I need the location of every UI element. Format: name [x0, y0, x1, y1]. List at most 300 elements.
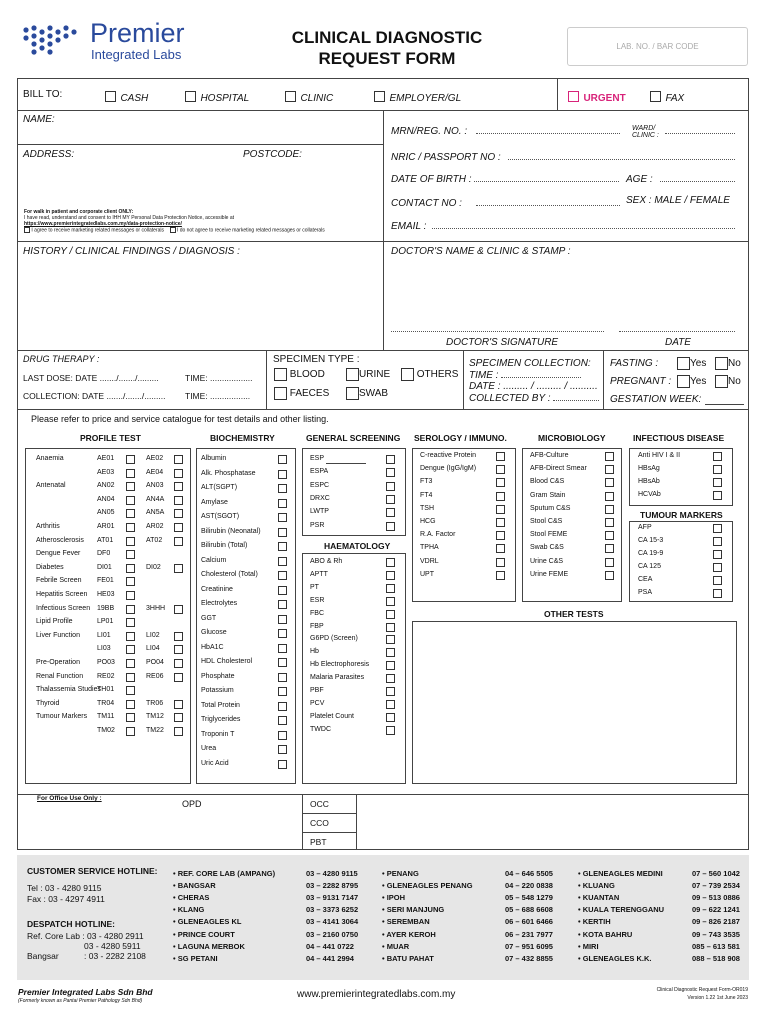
nric-label: NRIC / PASSPORT NO : — [391, 152, 501, 163]
sero-item: HCG — [420, 518, 436, 525]
profile-checkbox[interactable] — [126, 577, 135, 586]
profile-checkbox[interactable] — [174, 605, 183, 614]
branch-name: • KUANTAN — [578, 893, 620, 903]
profile-checkbox[interactable] — [174, 455, 183, 464]
infect-checkbox[interactable] — [713, 478, 722, 487]
sero-checkbox[interactable] — [496, 544, 505, 553]
branch-phone: 04 – 220 0838 — [505, 881, 553, 891]
profile-item: Thalassemia Studies — [36, 686, 101, 694]
profile-code: LI01 — [97, 631, 111, 639]
profile-code: 19BB — [97, 604, 115, 612]
profile-code: AT02 — [146, 536, 163, 544]
micro-checkbox[interactable] — [605, 558, 614, 567]
branch-phone: 04 – 441 2994 — [306, 953, 354, 963]
branch-phone: 03 – 2282 8795 — [306, 881, 359, 891]
profile-item: Thyroid — [36, 699, 60, 707]
infect-checkbox[interactable] — [713, 491, 722, 500]
profile-item: Arthritis — [36, 523, 60, 530]
profile-code: TM12 — [146, 713, 164, 721]
bill-cash[interactable]: CASH — [105, 88, 148, 106]
postcode-label: POSTCODE: — [243, 149, 302, 160]
general-checkbox[interactable] — [386, 455, 395, 464]
bio-header: BIOCHEMISTRY — [210, 433, 275, 443]
specimen-faeces[interactable]: FAECES — [274, 387, 329, 400]
bio-checkbox[interactable] — [278, 702, 287, 711]
profile-header: PROFILE TEST — [80, 433, 141, 443]
micro-item: Stool FEME — [530, 531, 568, 539]
sero-checkbox[interactable] — [496, 558, 505, 567]
general-checkbox[interactable] — [386, 508, 395, 517]
bio-item: Amylase — [201, 498, 228, 506]
infect-item: HBsAb — [638, 477, 660, 485]
bio-item: Creatinine — [201, 585, 233, 593]
profile-checkbox[interactable] — [126, 632, 135, 641]
profile-checkbox[interactable] — [126, 645, 135, 654]
profile-checkbox[interactable] — [126, 550, 135, 559]
general-header: GENERAL SCREENING — [306, 433, 401, 443]
branch-name: • KUALA TERENGGANU — [578, 905, 665, 915]
sero-checkbox[interactable] — [496, 505, 505, 514]
profile-checkbox[interactable] — [126, 673, 135, 682]
micro-item: Blood C&S — [530, 478, 565, 486]
logo-sub: Integrated Labs — [91, 47, 182, 62]
profile-code: AE01 — [97, 455, 115, 462]
haem-item: Malaria Parasites — [310, 674, 365, 682]
profile-checkbox[interactable] — [126, 605, 135, 614]
profile-code: LP01 — [97, 618, 114, 626]
tumour-item: CEA — [638, 576, 653, 583]
branch-phone: 07 – 739 2534 — [692, 881, 740, 891]
last-dose: LAST DOSE: DATE ......./......./......... — [23, 373, 159, 383]
haem-item: PT — [310, 583, 319, 591]
mrn-label: MRN/REG. NO. : — [391, 126, 468, 137]
profile-checkbox[interactable] — [126, 537, 135, 546]
profile-code: AR02 — [146, 523, 164, 530]
branch-phone: 085 – 613 581 — [692, 941, 740, 951]
bio-item: Total Protein — [201, 701, 240, 709]
profile-checkbox[interactable] — [126, 509, 135, 518]
profile-checkbox[interactable] — [126, 496, 135, 505]
date-label: DATE — [665, 337, 691, 348]
sero-checkbox[interactable] — [496, 492, 505, 501]
micro-item: Urine C&S — [530, 557, 564, 565]
branch-phone: 09 – 743 3535 — [692, 929, 740, 939]
barcode-box[interactable] — [567, 27, 748, 66]
micro-checkbox[interactable] — [605, 518, 614, 527]
despatch-ref: Ref. Core Lab : 03 - 4280 2911 — [27, 931, 144, 941]
tumour-checkbox[interactable] — [713, 576, 722, 585]
profile-item: Atherosclerosis — [36, 536, 84, 544]
haem-checkbox[interactable] — [386, 610, 395, 619]
general-item: ESPA — [310, 468, 329, 476]
tumour-checkbox[interactable] — [713, 537, 722, 546]
micro-checkbox[interactable] — [605, 531, 614, 540]
tumour-item: CA 19-9 — [638, 550, 664, 557]
branch-name: • SEREMBAN — [382, 917, 430, 927]
bio-checkbox[interactable] — [278, 615, 287, 624]
haem-item: TWDC — [310, 725, 331, 733]
profile-code: DI01 — [97, 563, 112, 571]
hotline-title: CUSTOMER SERVICE HOTLINE: — [27, 866, 158, 876]
bio-item: HbA1C — [201, 643, 224, 651]
haem-checkbox[interactable] — [386, 713, 395, 722]
tumour-checkbox[interactable] — [713, 589, 722, 598]
infect-header: INFECTIOUS DISEASE — [633, 433, 725, 443]
specimen-others[interactable]: OTHERS — [401, 368, 458, 381]
sero-item: UPT — [420, 570, 434, 578]
branch-name: • CHERAS — [173, 893, 210, 903]
branch-phone: 03 – 2160 0750 — [306, 929, 359, 939]
pbt-label: PBT — [310, 837, 327, 847]
branch-phone: 07 – 432 8855 — [505, 953, 553, 963]
branch-name: • REF. CORE LAB (AMPANG) — [173, 869, 276, 878]
bio-checkbox[interactable] — [278, 658, 287, 667]
branch-name: • LAGUNA MERBOK — [173, 941, 245, 951]
logo — [22, 18, 222, 66]
bill-to-label: BILL TO: — [23, 89, 63, 100]
bio-checkbox[interactable] — [278, 760, 287, 769]
micro-item: Sputum C&S — [530, 504, 571, 512]
profile-code: FE01 — [97, 577, 114, 585]
bio-checkbox[interactable] — [278, 731, 287, 740]
profile-code: AE02 — [146, 455, 164, 462]
profile-checkbox[interactable] — [174, 659, 183, 668]
profile-checkbox[interactable] — [126, 455, 135, 464]
profile-code: HE03 — [97, 591, 115, 598]
other-tests-box[interactable] — [412, 621, 737, 784]
profile-checkbox[interactable] — [126, 523, 135, 532]
branch-phone: 05 – 548 1279 — [505, 893, 553, 903]
sero-item: TSH — [420, 504, 434, 512]
tumour-checkbox[interactable] — [713, 550, 722, 559]
profile-code: 3HHH — [146, 604, 166, 612]
profile-checkbox[interactable] — [174, 632, 183, 641]
infect-checkbox[interactable] — [713, 452, 722, 461]
branch-phone: 03 – 3373 6252 — [306, 905, 359, 915]
haem-checkbox[interactable] — [386, 674, 395, 683]
branch-phone: 06 – 601 6466 — [505, 917, 553, 927]
haem-checkbox[interactable] — [386, 687, 395, 696]
infect-item: Anti HIV I & II — [638, 452, 681, 459]
specimen-swab[interactable]: SWAB — [346, 387, 388, 400]
other-tests-header: OTHER TESTS — [544, 609, 604, 619]
general-checkbox[interactable] — [386, 468, 395, 477]
haem-checkbox[interactable] — [386, 584, 395, 593]
doctor-label: DOCTOR'S NAME & CLINIC & STAMP : — [391, 246, 571, 257]
website[interactable]: www.premierintegratedlabs.com.my — [297, 989, 456, 1000]
branch-phone: 09 – 622 1241 — [692, 905, 740, 915]
haem-item: ABO & Rh — [310, 558, 343, 565]
branch-name: • BATU PAHAT — [382, 953, 434, 963]
micro-item: Urine FEME — [530, 570, 569, 578]
bio-checkbox[interactable] — [278, 644, 287, 653]
sero-item: FT3 — [420, 478, 433, 486]
sero-item: R.A. Factor — [420, 531, 456, 539]
profile-code: AE04 — [146, 468, 164, 476]
profile-item: Renal Function — [36, 672, 84, 680]
profile-code: AN02 — [97, 482, 115, 490]
sero-checkbox[interactable] — [496, 531, 505, 540]
general-item: DRXC — [310, 494, 330, 502]
profile-item: Febrile Screen — [36, 577, 82, 585]
haem-checkbox[interactable] — [386, 700, 395, 709]
profile-code: LI04 — [146, 645, 160, 653]
fasting-no[interactable]: No — [715, 357, 741, 370]
infect-checkbox[interactable] — [713, 465, 722, 474]
branch-phone: 03 – 9131 7147 — [306, 893, 359, 903]
branch-name: • KERTIH — [578, 917, 611, 927]
profile-checkbox[interactable] — [174, 509, 183, 518]
haem-checkbox[interactable] — [386, 597, 395, 606]
bio-checkbox[interactable] — [278, 455, 287, 464]
branch-name: • KLANG — [173, 905, 205, 915]
haem-checkbox[interactable] — [386, 623, 395, 632]
bio-checkbox[interactable] — [278, 745, 287, 754]
branch-phone: 09 – 513 0886 — [692, 893, 740, 903]
tumour-item: CA 15-3 — [638, 537, 664, 544]
despatch-bangsar-no: : 03 - 2282 2108 — [84, 951, 146, 961]
profile-checkbox[interactable] — [126, 591, 135, 600]
formerly-text: (Formerly known as Pantai Premier Pathology Sdn Bhd) — [18, 998, 143, 1004]
sero-item: VDRL — [420, 557, 439, 565]
profile-code: PO03 — [97, 659, 115, 666]
bio-checkbox[interactable] — [278, 600, 287, 609]
bio-checkbox[interactable] — [278, 687, 287, 696]
profile-item: Tumour Markers — [36, 713, 88, 721]
last-dose-time: TIME: .................. — [185, 373, 253, 383]
profile-code: AN4A — [146, 495, 165, 503]
despatch-title: DESPATCH HOTLINE: — [27, 919, 115, 929]
profile-item: Lipid Profile — [36, 618, 73, 626]
profile-code: DF0 — [97, 550, 111, 558]
bio-item: Phosphate — [201, 672, 235, 680]
ward-label: WARD/ CLINIC : — [632, 125, 659, 139]
bio-checkbox[interactable] — [278, 499, 287, 508]
sero-checkbox[interactable] — [496, 452, 505, 461]
barcode-label: LAB. NO. / BAR CODE — [616, 42, 699, 51]
profile-checkbox[interactable] — [174, 537, 183, 546]
bio-checkbox[interactable] — [278, 542, 287, 551]
office-use-label: For Office Use Only : — [37, 795, 102, 802]
profile-checkbox[interactable] — [126, 659, 135, 668]
haem-item: FBP — [310, 622, 324, 630]
profile-checkbox[interactable] — [174, 496, 183, 505]
bio-checkbox[interactable] — [278, 716, 287, 725]
haem-header: HAEMATOLOGY — [324, 541, 391, 551]
drug-therapy-label: DRUG THERAPY : — [23, 354, 100, 364]
profile-item: Liver Function — [36, 631, 80, 639]
bio-item: Triglycerides — [201, 716, 241, 723]
bio-item: Glucose — [201, 629, 227, 636]
profile-checkbox[interactable] — [174, 700, 183, 709]
general-checkbox[interactable] — [386, 482, 395, 491]
branch-name: • PENANG — [382, 869, 419, 878]
bio-checkbox[interactable] — [278, 528, 287, 537]
opd-label: OPD — [182, 799, 202, 809]
profile-checkbox[interactable] — [174, 482, 183, 491]
haem-item: G6PD (Screen) — [310, 635, 358, 643]
profile-checkbox[interactable] — [126, 700, 135, 709]
haem-checkbox[interactable] — [386, 648, 395, 657]
micro-checkbox[interactable] — [605, 478, 614, 487]
consent-agree-checkbox[interactable] — [24, 227, 30, 233]
profile-checkbox[interactable] — [126, 686, 135, 695]
bio-item: Bilirubin (Total) — [201, 542, 248, 549]
bill-clinic[interactable]: CLINIC — [285, 88, 333, 106]
infect-item: HCVAb — [638, 490, 661, 498]
page-title: CLINICAL DIAGNOSTIC REQUEST FORM — [291, 28, 483, 68]
bio-item: GGT — [201, 614, 217, 622]
profile-checkbox[interactable] — [174, 727, 183, 736]
dob-label: DATE OF BIRTH : — [391, 174, 472, 185]
profile-checkbox[interactable] — [126, 727, 135, 736]
hotline-tel: Tel : 03 - 4280 9115 — [27, 883, 102, 893]
general-checkbox[interactable] — [386, 522, 395, 531]
profile-item: Diabetes — [36, 563, 64, 571]
micro-checkbox[interactable] — [605, 465, 614, 474]
sero-checkbox[interactable] — [496, 518, 505, 527]
profile-checkbox[interactable] — [126, 564, 135, 573]
profile-code: TM11 — [97, 713, 115, 721]
specimen-urine[interactable]: URINE — [346, 368, 390, 381]
general-item: ESP — [310, 455, 325, 462]
collection-time: TIME: ................. — [185, 391, 251, 401]
bio-checkbox[interactable] — [278, 629, 287, 638]
sero-checkbox[interactable] — [496, 465, 505, 474]
specimen-blood[interactable]: BLOOD — [274, 368, 325, 381]
profile-checkbox[interactable] — [126, 482, 135, 491]
bio-item: Alk. Phosphatase — [201, 469, 256, 477]
branch-phone: 088 – 518 908 — [692, 953, 740, 963]
specimen-collection: SPECIMEN COLLECTION: TIME : DATE : ......... / ......... / .......... COLLECTED BY : — [469, 358, 598, 404]
hotline-fax: Fax : 03 - 4297 4911 — [27, 894, 105, 904]
haem-checkbox[interactable] — [386, 635, 395, 644]
tumour-item: PSA — [638, 589, 653, 596]
micro-checkbox[interactable] — [605, 492, 614, 501]
haem-checkbox[interactable] — [386, 726, 395, 735]
tumour-checkbox[interactable] — [713, 563, 722, 572]
profile-code: TR06 — [146, 699, 164, 707]
consent-disagree-checkbox[interactable] — [170, 227, 176, 233]
haem-item: Hb Electrophoresis — [310, 661, 370, 669]
sex-label: SEX : MALE / FEMALE — [626, 195, 730, 206]
logo-name: Premier — [90, 18, 185, 48]
fax-checkbox[interactable]: FAX — [650, 88, 684, 106]
pregnant-yes[interactable]: Yes — [677, 375, 706, 388]
gestation-label: GESTATION WEEK: — [610, 394, 702, 405]
sero-item: Dengue (IgG/IgM) — [420, 465, 477, 473]
micro-checkbox[interactable] — [605, 544, 614, 553]
urgent-checkbox[interactable]: URGENT — [568, 88, 626, 106]
general-checkbox[interactable] — [386, 495, 395, 504]
bio-checkbox[interactable] — [278, 513, 287, 522]
form-version: Version 1.22 1st June 2023 — [687, 995, 748, 1001]
pregnant-label: PREGNANT : — [610, 376, 672, 387]
bio-item: Cholesterol (Total) — [201, 571, 258, 578]
branch-name: • GLENEAGLES PENANG — [382, 881, 473, 891]
profile-checkbox[interactable] — [126, 618, 135, 627]
branch-phone: 07 – 951 6095 — [505, 941, 553, 951]
profile-checkbox[interactable] — [174, 523, 183, 532]
micro-item: AFB-Direct Smear — [530, 465, 587, 473]
name-label: NAME: — [23, 114, 55, 125]
sero-item: TPHA — [420, 544, 439, 552]
branch-name: • IPOH — [382, 893, 406, 903]
bio-checkbox[interactable] — [278, 586, 287, 595]
profile-code: AN03 — [146, 482, 164, 490]
micro-header: MICROBIOLOGY — [538, 433, 606, 443]
bio-checkbox[interactable] — [278, 470, 287, 479]
branch-name: • KOTA BAHRU — [578, 929, 633, 939]
bio-item: Electrolytes — [201, 600, 238, 607]
profile-checkbox[interactable] — [174, 673, 183, 682]
bio-checkbox[interactable] — [278, 673, 287, 682]
pregnant-no[interactable]: No — [715, 375, 741, 388]
profile-checkbox[interactable] — [174, 564, 183, 573]
company-name: Premier Integrated Labs Sdn Bhd — [18, 987, 153, 997]
profile-code: TR04 — [97, 699, 115, 707]
profile-code: AN5A — [146, 509, 165, 517]
micro-checkbox[interactable] — [605, 452, 614, 461]
micro-item: AFB-Culture — [530, 452, 569, 459]
doctor-signature-label: DOCTOR'S SIGNATURE — [446, 337, 559, 348]
branch-name: • MIRI — [578, 941, 599, 951]
infect-item: HBsAg — [638, 464, 660, 472]
micro-checkbox[interactable] — [605, 571, 614, 580]
sero-checkbox[interactable] — [496, 478, 505, 487]
profile-code: DI02 — [146, 563, 161, 571]
bio-item: AST(SGOT) — [201, 513, 240, 520]
sero-checkbox[interactable] — [496, 571, 505, 580]
profile-code: PO04 — [146, 659, 164, 666]
haem-checkbox[interactable] — [386, 558, 395, 567]
bio-item: HDL Cholesterol — [201, 658, 253, 665]
bill-hospital[interactable]: HOSPITAL — [185, 88, 249, 106]
profile-checkbox[interactable] — [174, 469, 183, 478]
branch-phone: 03 – 4280 9115 — [306, 869, 358, 878]
branch-phone: 06 – 231 7977 — [505, 929, 553, 939]
micro-checkbox[interactable] — [605, 505, 614, 514]
tumour-checkbox[interactable] — [713, 524, 722, 533]
profile-item: Dengue Fever — [36, 550, 81, 558]
bio-item: Bilirubin (Neonatal) — [201, 527, 261, 535]
bill-employer[interactable]: EMPLOYER/GL — [374, 88, 461, 106]
branch-name: • GLENEAGLES KL — [173, 917, 242, 927]
branch-name: • KLUANG — [578, 881, 615, 891]
bio-checkbox[interactable] — [278, 571, 287, 580]
bio-checkbox[interactable] — [278, 484, 287, 493]
profile-checkbox[interactable] — [126, 713, 135, 722]
profile-checkbox[interactable] — [126, 469, 135, 478]
fasting-yes[interactable]: Yes — [677, 357, 706, 370]
tumour-item: CA 125 — [638, 563, 661, 570]
general-item: ESPC — [310, 481, 330, 489]
tumour-item: AFP — [638, 524, 652, 531]
bio-checkbox[interactable] — [278, 557, 287, 566]
haem-checkbox[interactable] — [386, 661, 395, 670]
profile-code: AN05 — [97, 509, 115, 517]
branch-phone: 05 – 688 6608 — [505, 905, 553, 915]
branch-name: • MUAR — [382, 941, 410, 951]
branch-name: • SG PETANI — [173, 953, 218, 963]
profile-code: TM22 — [146, 727, 164, 734]
profile-checkbox[interactable] — [174, 713, 183, 722]
collection-date: COLLECTION: DATE ......./......./......... — [23, 391, 166, 401]
occ-label: OCC — [310, 799, 329, 809]
haem-checkbox[interactable] — [386, 571, 395, 580]
profile-checkbox[interactable] — [174, 645, 183, 654]
profile-code: AN04 — [97, 495, 115, 503]
